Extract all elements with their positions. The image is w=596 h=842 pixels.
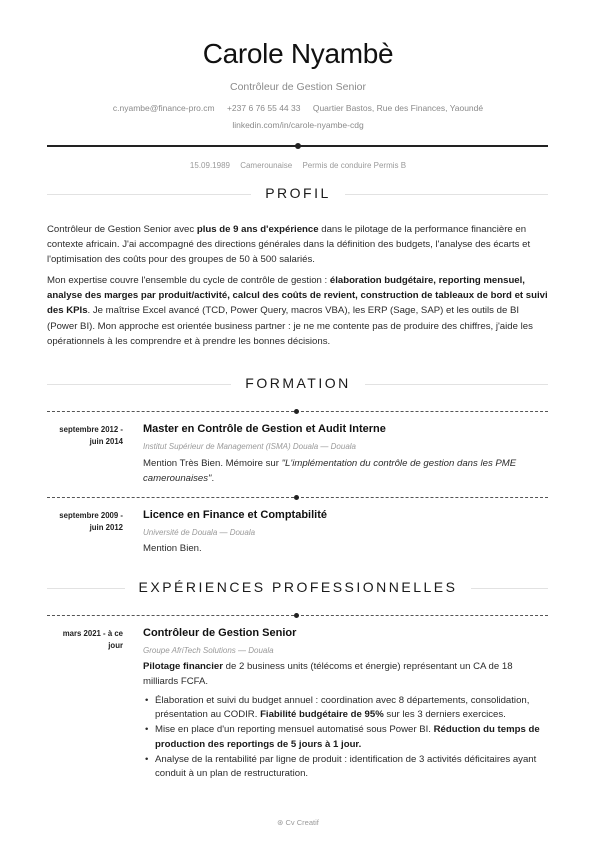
list-item: • Analyse de la rentabilité par ligne de produit : identification de 3 activités déficitaires ayant conduit à un plan de restructuration.	[143, 753, 543, 781]
formation-2-description: Mention Bien.	[143, 543, 202, 554]
contact-line	[0, 103, 596, 113]
separator-dot	[294, 613, 299, 618]
address-text: Quartier Bastos, Rue des Finances, Yaoundé	[312, 103, 484, 113]
formation-2-date: septembre 2009 - juin 2012	[59, 511, 123, 532]
experience-1-bullets	[143, 694, 543, 782]
nationality: Camerounaise	[240, 161, 293, 170]
formation-1-description: Mention Très Bien. Mémoire sur "L'implémentation du contrôle de gestion dans les PME camerounaises".	[143, 458, 517, 485]
experiences-heading: EXPÉRIENCES PROFESSIONNELLES	[0, 579, 596, 597]
separator-dot	[294, 495, 299, 500]
formation-1-title: Master en Contrôle de Gestion et Audit Interne	[143, 423, 386, 435]
experience-1-title: Contrôleur de Gestion Senior	[143, 627, 297, 639]
formation-1-school: Institut Supérieur de Management (ISMA) Douala — Douala	[143, 442, 356, 451]
birthdate: 15.09.1989	[189, 161, 230, 170]
list-item: • Élaboration et suivi du budget annuel : coordination avec 8 départements, consolidation, présentation au CODIR. Fiabilité budgétaire de 95% sur les 3 derniers exercices.	[143, 694, 543, 722]
personal-info	[0, 161, 596, 170]
list-item: • Mise en place d'un reporting mensuel automatisé sous Power BI. Réduction du temps de production des reportings de 5 jours à 1 jour.	[143, 723, 543, 751]
footer-credit: ⊛ Cv Creatif	[277, 818, 319, 827]
formation-1-date: septembre 2012 - juin 2014	[59, 425, 123, 446]
profil-paragraph-1: Contrôleur de Gestion Senior avec plus de 9 ans d'expérience dans le pilotage de la performance financière en contexte africain. J'ai accompagné des directions générales dans la définition des budgets, l'analyse des écarts et l'optimisation des coûts pour des groupes de 50 à 500 salariés.	[47, 224, 531, 266]
experience-1-date: mars 2021 - à ce jour	[62, 629, 123, 650]
linkedin-link[interactable]: linkedin.com/in/carole-nyambe-cdg	[232, 120, 364, 130]
candidate-role: Contrôleur de Gestion Senior	[230, 81, 366, 93]
separator-dot	[294, 409, 299, 414]
experience-1-company: Groupe AfriTech Solutions — Douala	[143, 646, 274, 655]
phone-text: +237 6 76 55 44 33	[226, 103, 301, 113]
formation-2-title: Licence en Finance et Comptabilité	[143, 509, 327, 521]
formation-heading: FORMATION	[0, 375, 596, 393]
formation-2-school: Université de Douala — Douala	[143, 528, 256, 537]
driving-license: Permis de conduire Permis B	[302, 161, 407, 170]
header-divider-dot	[295, 143, 301, 149]
profil-heading: PROFIL	[0, 185, 596, 203]
profil-paragraph-2: Mon expertise couvre l'ensemble du cycle de contrôle de gestion : élaboration budgétaire, reporting mensuel, analyse des marges par produit/activité, calcul des coûts de revient, construction de tableaux de bord et suivi des KPIs. Je maîtrise Excel avancé (TCD, Power Query, macros VBA), les ERP (Sage, SAP) et les outils de BI (Power BI). Mon approche est orientée business partner : je ne me contente pas de produire des chiffres, j'aide les opérationnels à les comprendre et à prendre les bonnes décisions.	[47, 275, 548, 347]
candidate-name: Carole Nyambè	[202, 38, 394, 69]
experience-1-intro: Pilotage financier de 2 business units (télécoms et énergie) représentant un CA de 18 milliards FCFA.	[143, 661, 513, 688]
email-link[interactable]: c.nyambe@finance-pro.cm	[112, 103, 215, 113]
